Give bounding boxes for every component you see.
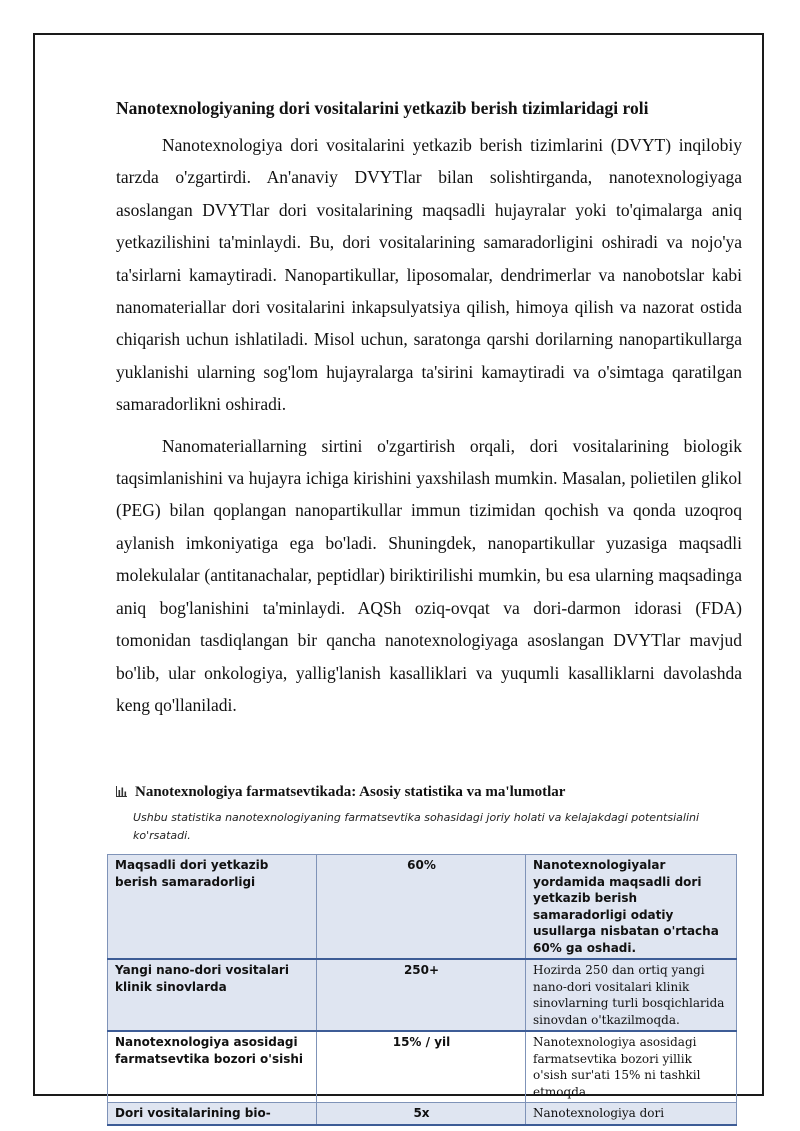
stats-heading-text: Nanotexnologiya farmatsevtikada: Asosiy statistika va ma'lumotlar <box>135 784 566 800</box>
stat-label: Nanotexnologiya asosidagi farmatsevtika bozori o'sishi <box>108 1031 317 1103</box>
stat-description: Nanotexnologiya dori <box>526 1103 737 1125</box>
bar-chart-icon <box>116 783 127 794</box>
stat-description: Nanotexnologiyalar yordamida maqsadli dori yetkazib berish samaradorligi odatiy usullarga nisbatan o'rtacha 60% ga oshadi. <box>526 855 737 960</box>
stats-section-heading <box>116 782 746 802</box>
stat-value: 5x <box>317 1103 526 1125</box>
stat-description: Hozirda 250 dan ortiq yangi nano-dori vositalari klinik sinovlarning turli bosqichlarida sinovdan o'tkazilmoqda. <box>526 959 737 1031</box>
stat-label: Dori vositalarining bio- <box>108 1103 317 1125</box>
document-body <box>116 96 742 721</box>
table-row <box>108 1031 737 1103</box>
stat-value: 250+ <box>317 959 526 1031</box>
stats-subtitle: Ushbu statistika nanotexnologiyaning farmatsevtika sohasidagi joriy holati va kelajakdagi potentsialini ko'rsatadi. <box>133 811 700 842</box>
stat-value: 15% / yil <box>317 1031 526 1103</box>
paragraph-2: Nanomateriallarning sirtini o'zgartirish orqali, dori vositalarining biologik taqsimlanishini va hujayra ichiga kirishini yaxshilash mumkin. Masalan, polietilen glikol (PEG) bilan qoplangan nanopartikullar immun tizimidan qochish va qonda uzoqroq aylanish imkoniyatiga ega bo'ladi. Shuningdek, nanopartikullar yuzasiga maqsadli molekulalar (antitanachalar, peptidlar) biriktirilishi mumkin, bu esa ularning maqsadinga aniq bog'lanishini ta'minlaydi. AQSh oziq-ovqat va dori-darmon idorasi (FDA) tomonidan tasdiqlangan bir qancha nanotexnologiyaga asoslangan DVYTlar mavjud bo'lib, ular onkologiya, yallig'lanish kasalliklari va yuqumli kasalliklarni davolashda keng qo'llaniladi. <box>116 435 742 715</box>
stat-value: 60% <box>317 855 526 960</box>
stat-description: Nanotexnologiya asosidagi farmatsevtika bozori yillik o'sish sur'ati 15% ni tashkil etmoqda. <box>526 1031 737 1103</box>
table-row <box>108 959 737 1031</box>
stats-table <box>107 854 737 1126</box>
stat-label: Yangi nano-dori vositalari klinik sinovlarda <box>108 959 317 1031</box>
paragraph-1: Nanotexnologiya dori vositalarini yetkazib berish tizimlarini (DVYT) inqilobiy tarzda o'zgartirdi. An'anaviy DVYTlar bilan solishtirganda, nanotexnologiyaga asoslangan DVYTlar dori vositalarining maqsadli hujayralar yoki to'qimalarga aniq yetkazilishini ta'minlaydi. Bu, dori vositalarining samaradorligini oshiradi va nojo'ya ta'sirlarni kamaytiradi. Nanopartikullar, liposomalar, dendrimerlar va nanobotslar kabi nanomateriallar dori vositalarini inkapsulyatsiya qilish, himoya qilish va nazorat ostida chiqarish uchun ishlatiladi. Misol uchun, saratonga qarshi dorilarning nanopartikullarga yuklanishi ularning sog'lom hujayralarga ta'sirini kamaytiradi va o'simtaga qaratilgan samaradorlikni oshiradi. <box>116 135 742 415</box>
document-title: Nanotexnologiyaning dori vositalarini yetkazib berish tizimlaridagi roli <box>116 98 649 118</box>
table-row <box>108 1103 737 1125</box>
table-row <box>108 855 737 960</box>
stat-label: Maqsadli dori yetkazib berish samaradorligi <box>108 855 317 960</box>
